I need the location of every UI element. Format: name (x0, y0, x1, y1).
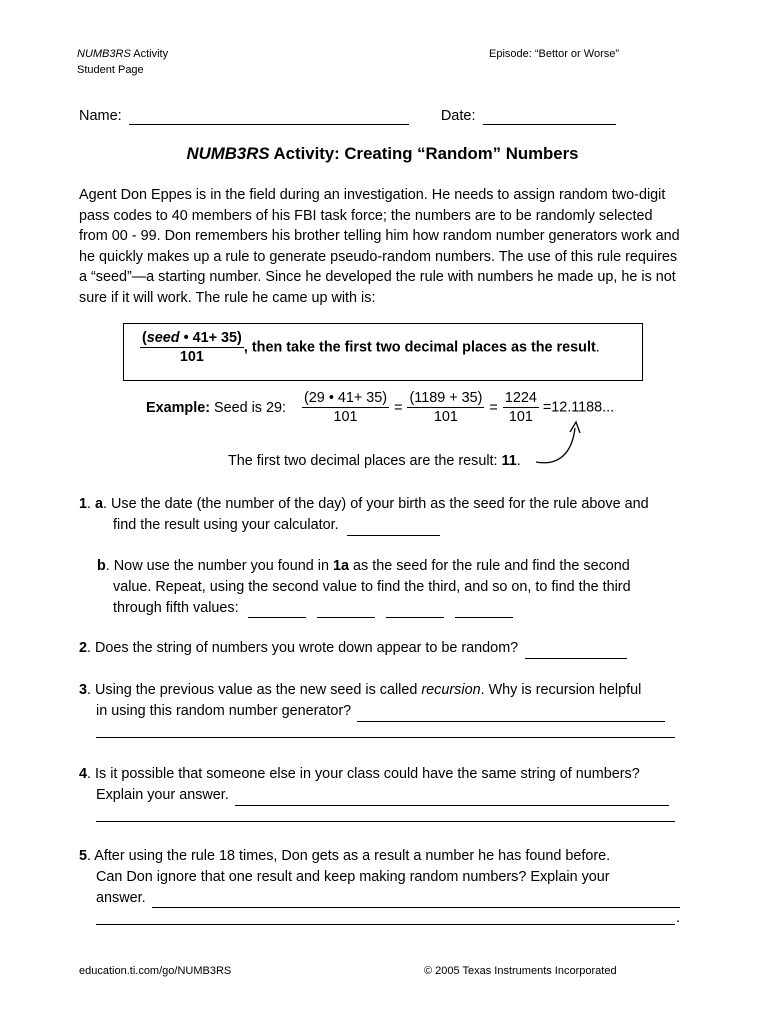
answer-1b-value-3[interactable] (317, 602, 375, 618)
example-label: Example: (146, 399, 210, 416)
title-rest: Activity: Creating “Random” Numbers (269, 144, 579, 163)
header-episode: Episode: “Bettor or Worse” (489, 48, 620, 60)
answer-3-line-1[interactable] (357, 706, 665, 722)
name-field[interactable] (129, 109, 409, 125)
example-equals-3: = (542, 399, 552, 416)
answer-1b-value-2[interactable] (248, 602, 306, 618)
intro-paragraph: Agent Don Eppes is in the field during an investigation. He needs to assign random two-digit pass codes to 40 members of his FBI task force; the numbers are to be randomly selected from 00 - 99. Don remembers his brother telling him how random number generators work and he quickly makes up a rule to generate pseudo-random numbers. The use of this rule requires a “seed”—a starting number. Since he developed the rule with numbers he made up, he is not sure if it will work. The rule he came up with is: (79, 187, 680, 306)
date-label: Date: (440, 108, 476, 124)
answer-4-line-2[interactable] (96, 821, 675, 822)
header-activity (77, 47, 168, 61)
rule-denominator: 101 (179, 349, 204, 365)
rule-fraction (140, 330, 244, 365)
example-result: The first two decimal places are the result: 11. (228, 453, 521, 469)
answer-4-line-1[interactable] (235, 790, 669, 806)
page-title (0, 144, 765, 164)
title-series: NUMB3RS (186, 144, 270, 163)
header-series: NUMB3RS (77, 48, 131, 60)
footer-copyright: © 2005 Texas Instruments Incorporated (424, 965, 617, 977)
answer-3-line-2[interactable] (96, 737, 675, 738)
question-5: 5. After using the rule 18 times, Don gets as a result a number he has found before. Can Don ignore that one result and keep making random numbers? Explain your answer. (79, 846, 699, 908)
example-fraction-2: $\frac{(1189 + 35)}{101}$ (409, 390, 483, 425)
question-4: 4. Is it possible that someone else in your class could have the same string of numbers? Explain your answer. (79, 764, 699, 806)
curved-arrow-icon (528, 418, 588, 470)
date-field[interactable] (483, 109, 616, 125)
answer-5-period: . (676, 910, 680, 926)
question-1b: b. Now use the number you found in 1a as the seed for the rule and find the second value. Repeat, using the second value to find the third, and so on, to find the third through fifth values: (97, 556, 697, 618)
rule-formula (140, 330, 600, 365)
question-2: 2. Does the string of numbers you wrote down appear to be random? (79, 638, 699, 659)
example-fraction-3: $\frac{1224}{101}$ (504, 390, 537, 425)
name-date-row (79, 107, 616, 125)
answer-5-line-2[interactable] (96, 924, 675, 925)
rule-numerator: (seed • 41+ 35) (142, 330, 242, 346)
example-seed-text: Seed is 29: (210, 399, 287, 416)
answer-2[interactable] (525, 643, 627, 659)
rule-box (123, 323, 643, 381)
example-fraction-1: $\frac{(29 • 41+ 35)}{101}$ (304, 390, 388, 425)
answer-1b-value-4[interactable] (386, 602, 444, 618)
question-3: 3. Using the previous value as the new seed is called recursion. Why is recursion helpful in using this random number generator? (79, 680, 699, 722)
header-student-page: Student Page (77, 64, 144, 76)
answer-5-line-1[interactable] (152, 892, 680, 908)
example-equals-2: = (489, 399, 498, 416)
rule-instruction: , then take the first two decimal places as the result (243, 339, 596, 356)
footer-url: education.ti.com/go/NUMB3RS (79, 965, 232, 977)
name-label: Name: (79, 108, 122, 124)
answer-1a[interactable] (347, 520, 440, 536)
example-result-value: 11 (501, 453, 517, 469)
rule-period: . (595, 339, 600, 356)
example-value: 12.1188... (551, 399, 615, 416)
header-activity-word: Activity (130, 48, 169, 60)
answer-1b-value-5[interactable] (455, 602, 513, 618)
question-1a: 1. a. Use the date (the number of the day) of your birth as the seed for the rule above and find the result using your calculator. (79, 494, 699, 536)
example-equals-1: = (394, 399, 403, 416)
